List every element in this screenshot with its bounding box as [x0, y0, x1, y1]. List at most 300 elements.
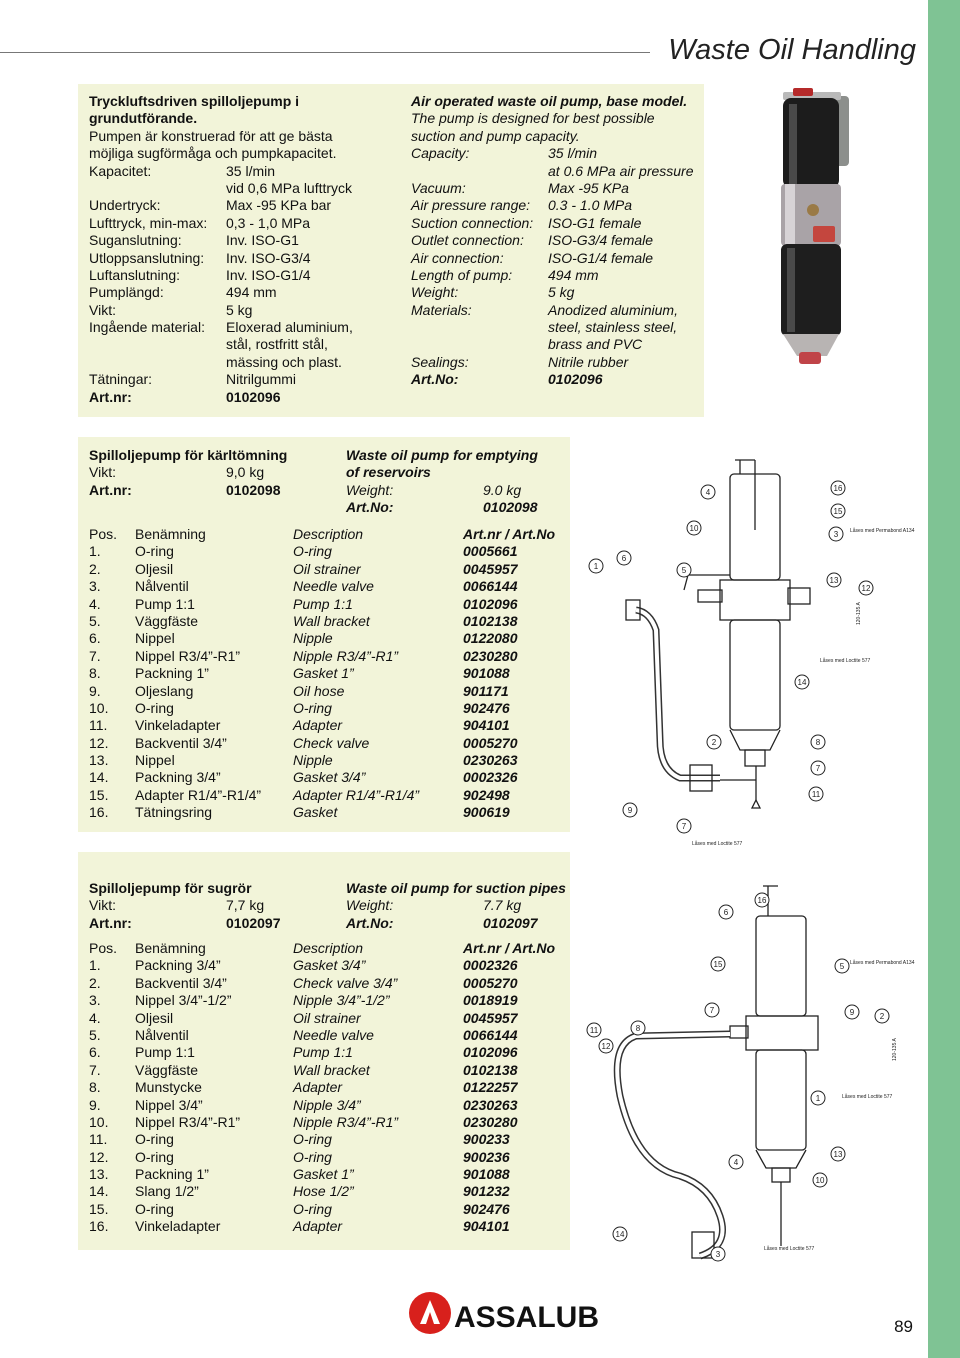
spec-value: Max -95 KPa	[548, 179, 629, 196]
spec-key: Utloppsanslutning:	[89, 249, 205, 266]
spec-row	[89, 197, 379, 214]
callout-label: 2	[711, 738, 717, 747]
pos-cell: 4.	[89, 595, 101, 612]
swedish-name-cell: Nippel 3/4”-1/2”	[135, 992, 232, 1009]
table-row	[89, 1201, 573, 1218]
spec-value: ISO-G3/4 female	[548, 232, 654, 249]
spec-row	[89, 336, 379, 353]
swedish-name-cell: Packning 3/4”	[135, 769, 221, 786]
pos-cell: 2.	[89, 560, 101, 577]
description-cell: Wall bracket	[293, 612, 370, 629]
callout-label: 10	[815, 1176, 825, 1185]
en-title: of reservoirs	[346, 464, 431, 481]
pos-cell: 11.	[89, 1131, 108, 1148]
callout-label: 6	[723, 908, 729, 917]
description-cell: Nipple	[293, 630, 333, 647]
description-cell: Gasket	[293, 804, 338, 821]
spec-key	[89, 180, 226, 197]
callout-label: 7	[681, 822, 687, 831]
swedish-name-cell: Oljesil	[135, 560, 174, 577]
page-number: 89	[894, 1317, 913, 1336]
spec-row	[89, 319, 379, 336]
description-cell: Check valve 3/4”	[293, 974, 398, 991]
column-header: Pos.	[89, 526, 118, 542]
swedish-name-cell: Pump 1:1	[135, 1044, 195, 1061]
spec-value: 7.7 kg	[483, 897, 522, 914]
callout-label: 6	[621, 554, 627, 563]
pos-cell: 15.	[89, 1200, 109, 1217]
callout-label: 12	[601, 1042, 611, 1051]
pos-cell: 10.	[89, 699, 109, 716]
spec-key: Art.No:	[346, 914, 394, 931]
spec-row	[89, 215, 379, 232]
article-number-cell: 902498	[463, 786, 510, 803]
callout-label: 8	[635, 1024, 641, 1033]
swedish-name-cell: Tätningsring	[135, 804, 213, 821]
sv-title: Spilloljepump för kärltömning	[89, 447, 288, 463]
spec-key: Weight:	[411, 284, 459, 301]
table-row	[89, 804, 573, 821]
suction-pump-swedish-header	[89, 880, 281, 932]
pos-cell: 16.	[89, 1218, 109, 1235]
callout-label: 3	[833, 530, 839, 539]
table-row	[89, 1062, 573, 1079]
table-row	[89, 630, 573, 647]
spec-value: at 0.6 MPa air pressure	[548, 162, 694, 179]
table-row	[89, 1097, 573, 1114]
en-article-row	[346, 915, 566, 932]
article-number-cell: 0002326	[463, 769, 518, 786]
swedish-name-cell: Oljesil	[135, 1009, 174, 1026]
swedish-name-cell: Munstycke	[135, 1079, 202, 1096]
en-article-row	[346, 499, 538, 516]
callout-label: 10	[689, 524, 699, 533]
pump-photo	[727, 84, 905, 384]
callout-label: 4	[733, 1158, 739, 1167]
spec-row	[89, 250, 379, 267]
spec-value: 35 l/min	[548, 145, 598, 162]
swedish-name-cell: O-ring	[135, 699, 174, 716]
article-number-cell: 0102138	[463, 612, 518, 629]
callout-label: 13	[833, 1150, 843, 1159]
en-intro-line: The pump is designed for best possible	[411, 110, 655, 127]
callout-label: 8	[815, 738, 821, 747]
drawing-note: Låses med Loctite 577	[842, 1094, 893, 1100]
description-cell: Adapter	[293, 717, 343, 734]
article-number-cell: 0102096	[463, 595, 518, 612]
spec-row	[411, 354, 711, 371]
table-row	[89, 1166, 573, 1183]
spec-row	[411, 336, 711, 353]
column-header: Art.nr / Art.No	[463, 526, 556, 542]
spec-key	[89, 354, 226, 371]
article-number-cell: 0005270	[463, 974, 518, 991]
swedish-name-cell: Backventil 3/4”	[135, 734, 227, 751]
article-number-cell: 0018919	[463, 992, 518, 1009]
article-number-cell: 0102138	[463, 1061, 518, 1078]
table-row	[89, 735, 573, 752]
article-number-cell: 904101	[463, 717, 510, 734]
pos-cell: 12.	[89, 734, 109, 751]
callout-label: 14	[615, 1230, 625, 1239]
swedish-name-cell: Adapter R1/4”-R1/4”	[135, 786, 262, 803]
swedish-name-cell: O-ring	[135, 543, 174, 560]
swedish-name-cell: Packning 1”	[135, 1166, 209, 1183]
parts-table-header	[89, 526, 573, 543]
spec-key	[411, 319, 548, 336]
description-cell: Hose 1/2”	[293, 1183, 354, 1200]
spec-row	[89, 163, 379, 180]
column-header: Pos.	[89, 940, 118, 956]
base-model-english-specs	[411, 93, 711, 389]
table-row	[89, 543, 573, 560]
spec-key: Air connection:	[411, 249, 504, 266]
article-number-cell: 900236	[463, 1148, 510, 1165]
base-model-swedish-specs	[89, 93, 379, 406]
pos-cell: 2.	[89, 974, 101, 991]
spec-key	[411, 163, 548, 180]
spec-key: Vikt:	[89, 464, 116, 481]
swedish-name-cell: Packning 3/4”	[135, 957, 221, 974]
table-row	[89, 648, 573, 665]
article-number-cell: 0122257	[463, 1079, 518, 1096]
spec-value: 0102097	[226, 914, 281, 931]
callout-label: 5	[839, 962, 845, 971]
spec-row	[411, 319, 711, 336]
swedish-name-cell: Nippel 3/4”	[135, 1096, 203, 1113]
description-cell: Check valve	[293, 734, 370, 751]
spec-value: Inv. ISO-G1	[226, 232, 299, 249]
spec-key: Length of pump:	[411, 266, 513, 283]
sv-article-row	[89, 915, 281, 932]
spec-value: 494 mm	[226, 284, 277, 301]
pos-cell: 8.	[89, 665, 101, 682]
pos-cell: 12.	[89, 1148, 109, 1165]
spec-key	[89, 336, 226, 353]
table-row	[89, 596, 573, 613]
table-row	[89, 1183, 573, 1200]
swedish-name-cell: Packning 1”	[135, 665, 209, 682]
article-number-cell: 901171	[463, 682, 509, 699]
article-number-cell: 0002326	[463, 957, 518, 974]
callout-label: 9	[849, 1008, 855, 1017]
callout-label: 7	[815, 764, 821, 773]
spec-value: 0102096	[226, 388, 281, 405]
article-number-cell: 901088	[463, 665, 510, 682]
sv-weight-row	[89, 464, 287, 481]
pos-cell: 8.	[89, 1079, 101, 1096]
description-cell: Gasket 3/4”	[293, 769, 366, 786]
description-cell: Adapter R1/4”-R1/4”	[293, 786, 420, 803]
callout-label: 2	[879, 1012, 885, 1021]
callout-label: 15	[833, 507, 843, 516]
spec-value: 494 mm	[548, 266, 599, 283]
pos-cell: 11.	[89, 717, 108, 734]
spec-value: 0.3 - 1.0 MPa	[548, 197, 633, 214]
swedish-name-cell: Nippel R3/4”-R1”	[135, 647, 241, 664]
table-row	[89, 1131, 573, 1148]
spec-value: 0,3 - 1,0 MPa	[226, 214, 311, 231]
swedish-name-cell: Pump 1:1	[135, 595, 195, 612]
spec-value: 0102097	[483, 914, 538, 931]
sv-intro-line: möjliga sugförmåga och pumpkapacitet.	[89, 145, 337, 162]
article-number-cell: 900233	[463, 1131, 510, 1148]
table-row	[89, 787, 573, 804]
spec-value: Max -95 KPa bar	[226, 197, 332, 214]
swedish-name-cell: Slang 1/2”	[135, 1183, 199, 1200]
spec-value: Anodized aluminium,	[548, 301, 678, 318]
table-row	[89, 1027, 573, 1044]
spec-value: mässing och plast.	[226, 353, 342, 370]
spec-value: 9.0 kg	[483, 481, 522, 498]
description-cell: Gasket 1”	[293, 1166, 354, 1183]
description-cell: Wall bracket	[293, 1061, 370, 1078]
drawing-note: Låses med Loctite 577	[820, 658, 871, 664]
description-cell: O-ring	[293, 1200, 332, 1217]
spec-key: Pumplängd:	[89, 284, 164, 301]
callout-label: 5	[681, 566, 687, 575]
spec-key: Art.No:	[411, 371, 459, 388]
spec-key: Air pressure range:	[411, 197, 531, 214]
description-cell: O-ring	[293, 699, 332, 716]
pos-cell: 7.	[89, 647, 101, 664]
pos-cell: 9.	[89, 682, 101, 699]
sv-spec-list	[89, 163, 379, 389]
pos-cell: 14.	[89, 769, 109, 786]
spec-row	[411, 180, 711, 197]
swedish-name-cell: Väggfäste	[135, 1061, 199, 1078]
column-header: Description	[293, 526, 364, 542]
sv-title-line: grundutförande.	[89, 110, 198, 127]
reservoir-pump-parts-table	[89, 526, 573, 822]
suction-pump-english-header	[346, 880, 566, 932]
pos-cell: 1.	[89, 543, 101, 560]
spec-row	[89, 267, 379, 284]
spec-value: 5 kg	[226, 301, 253, 318]
table-row	[89, 975, 573, 992]
description-cell: Adapter	[293, 1079, 343, 1096]
pos-cell: 13.	[89, 1166, 109, 1183]
spec-value: ISO-G1 female	[548, 214, 642, 231]
pos-cell: 3.	[89, 992, 101, 1009]
sv-article-row	[89, 389, 379, 406]
description-cell: Gasket 1”	[293, 665, 354, 682]
drawing-note: Låses med Permabond A134	[850, 528, 915, 534]
description-cell: Adapter	[293, 1218, 343, 1235]
spec-key: Lufttryck, min-max:	[89, 214, 208, 231]
callout-label: 3	[715, 1250, 721, 1259]
spec-row	[411, 267, 711, 284]
description-cell: Oil hose	[293, 682, 345, 699]
column-header: Benämning	[135, 940, 206, 956]
sv-intro-line: Pumpen är konstruerad för att ge bästa	[89, 127, 333, 144]
table-row	[89, 683, 573, 700]
table-row	[89, 561, 573, 578]
spec-value: brass and PVC	[548, 336, 643, 353]
en-intro-line: suction and pump capacity.	[411, 127, 580, 144]
spec-key: Vikt:	[89, 897, 116, 914]
drawing-note: Låses med Loctite 577	[692, 841, 743, 847]
article-number-cell: 0066144	[463, 1026, 518, 1043]
description-cell: Nipple	[293, 752, 333, 769]
assalub-logo	[408, 1290, 600, 1336]
callout-label: 9	[627, 806, 633, 815]
spec-row	[411, 232, 711, 249]
table-row	[89, 1218, 573, 1235]
spec-key: Undertryck:	[89, 197, 161, 214]
spec-value: vid 0,6 MPa lufttryck	[226, 179, 353, 196]
description-cell: Gasket 3/4”	[293, 957, 366, 974]
description-cell: Oil strainer	[293, 1009, 361, 1026]
sv-title: Spilloljepump för sugrör	[89, 880, 252, 896]
swedish-name-cell: O-ring	[135, 1200, 174, 1217]
pos-cell: 1.	[89, 957, 101, 974]
description-cell: Nipple R3/4”-R1”	[293, 1113, 399, 1130]
spec-key: Suganslutning:	[89, 232, 182, 249]
table-row	[89, 957, 573, 974]
table-row	[89, 769, 573, 786]
article-number-cell: 0230280	[463, 647, 518, 664]
pos-cell: 13.	[89, 752, 109, 769]
table-row	[89, 665, 573, 682]
callout-label: 13	[829, 576, 839, 585]
article-number-cell: 900619	[463, 804, 510, 821]
sv-article-row	[89, 482, 287, 499]
article-number-cell: 0230263	[463, 1096, 518, 1113]
spec-row	[411, 197, 711, 214]
spec-key: Sealings:	[411, 353, 469, 370]
description-cell: Pump 1:1	[293, 1044, 353, 1061]
swedish-name-cell: O-ring	[135, 1131, 174, 1148]
pos-cell: 7.	[89, 1061, 101, 1078]
en-title: Waste oil pump for emptying	[346, 447, 538, 463]
spec-value: ISO-G1/4 female	[548, 249, 654, 266]
spec-row	[89, 180, 379, 197]
pos-cell: 6.	[89, 1044, 101, 1061]
spec-value: Inv. ISO-G3/4	[226, 249, 311, 266]
pos-cell: 14.	[89, 1183, 109, 1200]
suction-pump-drawing	[580, 876, 925, 1276]
pos-cell: 16.	[89, 804, 109, 821]
spec-key: Suction connection:	[411, 214, 534, 231]
spec-key: Capacity:	[411, 145, 470, 162]
header-rule	[0, 52, 650, 53]
callout-label: 1	[815, 1094, 821, 1103]
spec-row	[411, 215, 711, 232]
dimension-label: 120-135 A	[892, 1038, 898, 1061]
en-title: Waste oil pump for suction pipes	[346, 880, 566, 896]
spec-row	[411, 145, 711, 162]
table-row	[89, 578, 573, 595]
page-title: Waste Oil Handling	[668, 34, 916, 66]
parts-table-header	[89, 940, 573, 957]
swedish-name-cell: Nålventil	[135, 578, 189, 595]
spec-key: Art.No:	[346, 499, 394, 516]
article-number-cell: 0066144	[463, 578, 518, 595]
spec-value: Eloxerad aluminium,	[226, 319, 353, 336]
spec-row	[89, 354, 379, 371]
spec-row	[89, 371, 379, 388]
description-cell: O-ring	[293, 1148, 332, 1165]
column-header: Description	[293, 940, 364, 956]
table-row	[89, 613, 573, 630]
table-row	[89, 700, 573, 717]
reservoir-pump-english-header	[346, 447, 538, 517]
callout-label: 11	[811, 790, 821, 799]
swedish-name-cell: Nippel	[135, 630, 175, 647]
table-row	[89, 1044, 573, 1061]
table-row	[89, 752, 573, 769]
reservoir-pump-drawing	[580, 440, 925, 850]
spec-key: Kapacitet:	[89, 162, 152, 179]
spec-value: Inv. ISO-G1/4	[226, 266, 311, 283]
description-cell: Nipple R3/4”-R1”	[293, 647, 399, 664]
swedish-name-cell: Backventil 3/4”	[135, 974, 227, 991]
swedish-name-cell: Nippel R3/4”-R1”	[135, 1113, 241, 1130]
swedish-name-cell: O-ring	[135, 1148, 174, 1165]
spec-row	[89, 302, 379, 319]
article-number-cell: 0122080	[463, 630, 518, 647]
description-cell: Nipple 3/4”	[293, 1096, 361, 1113]
swedish-name-cell: Väggfäste	[135, 612, 199, 629]
sv-title-line: Tryckluftsdriven spilloljepump i	[89, 93, 300, 109]
table-row	[89, 992, 573, 1009]
pos-cell: 15.	[89, 786, 109, 803]
pos-cell: 6.	[89, 630, 101, 647]
spec-key: Vacuum:	[411, 179, 466, 196]
en-article-row	[411, 371, 711, 388]
description-cell: Pump 1:1	[293, 595, 353, 612]
spec-key: Materials:	[411, 301, 472, 318]
article-number-cell: 0102096	[463, 1044, 518, 1061]
callout-label: 4	[705, 488, 711, 497]
table-row	[89, 1010, 573, 1027]
spec-value: Nitrilgummi	[226, 371, 296, 388]
description-cell: O-ring	[293, 1131, 332, 1148]
spec-value: 5 kg	[548, 284, 575, 301]
sv-weight-row	[89, 897, 281, 914]
spec-value: Nitrile rubber	[548, 353, 629, 370]
spec-value: 0102098	[226, 481, 281, 498]
spec-row	[411, 250, 711, 267]
pos-cell: 9.	[89, 1096, 101, 1113]
callout-label: 11	[589, 1026, 599, 1035]
callout-label: 14	[797, 678, 807, 687]
callout-label: 7	[709, 1006, 715, 1015]
pos-cell: 4.	[89, 1009, 101, 1026]
column-header: Art.nr / Art.No	[463, 940, 556, 956]
spec-key: Weight:	[346, 897, 394, 914]
swedish-name-cell: Nålventil	[135, 1026, 189, 1043]
callout-label: 12	[861, 584, 871, 593]
pos-cell: 5.	[89, 612, 101, 629]
spec-key: Weight:	[346, 481, 394, 498]
pos-cell: 10.	[89, 1113, 109, 1130]
spec-value: 0102096	[548, 371, 603, 388]
swedish-name-cell: Oljeslang	[135, 682, 194, 699]
dimension-label: 120-135 A	[856, 602, 862, 625]
en-weight-row	[346, 482, 538, 499]
article-number-cell: 0005270	[463, 734, 518, 751]
swedish-name-cell: Nippel	[135, 752, 175, 769]
description-cell: Needle valve	[293, 578, 374, 595]
spec-value: 9,0 kg	[226, 464, 265, 481]
article-number-cell: 904101	[463, 1218, 510, 1235]
spec-key: Tätningar:	[89, 371, 153, 388]
table-row	[89, 1079, 573, 1096]
callout-label: 16	[833, 484, 843, 493]
pos-cell: 5.	[89, 1026, 101, 1043]
